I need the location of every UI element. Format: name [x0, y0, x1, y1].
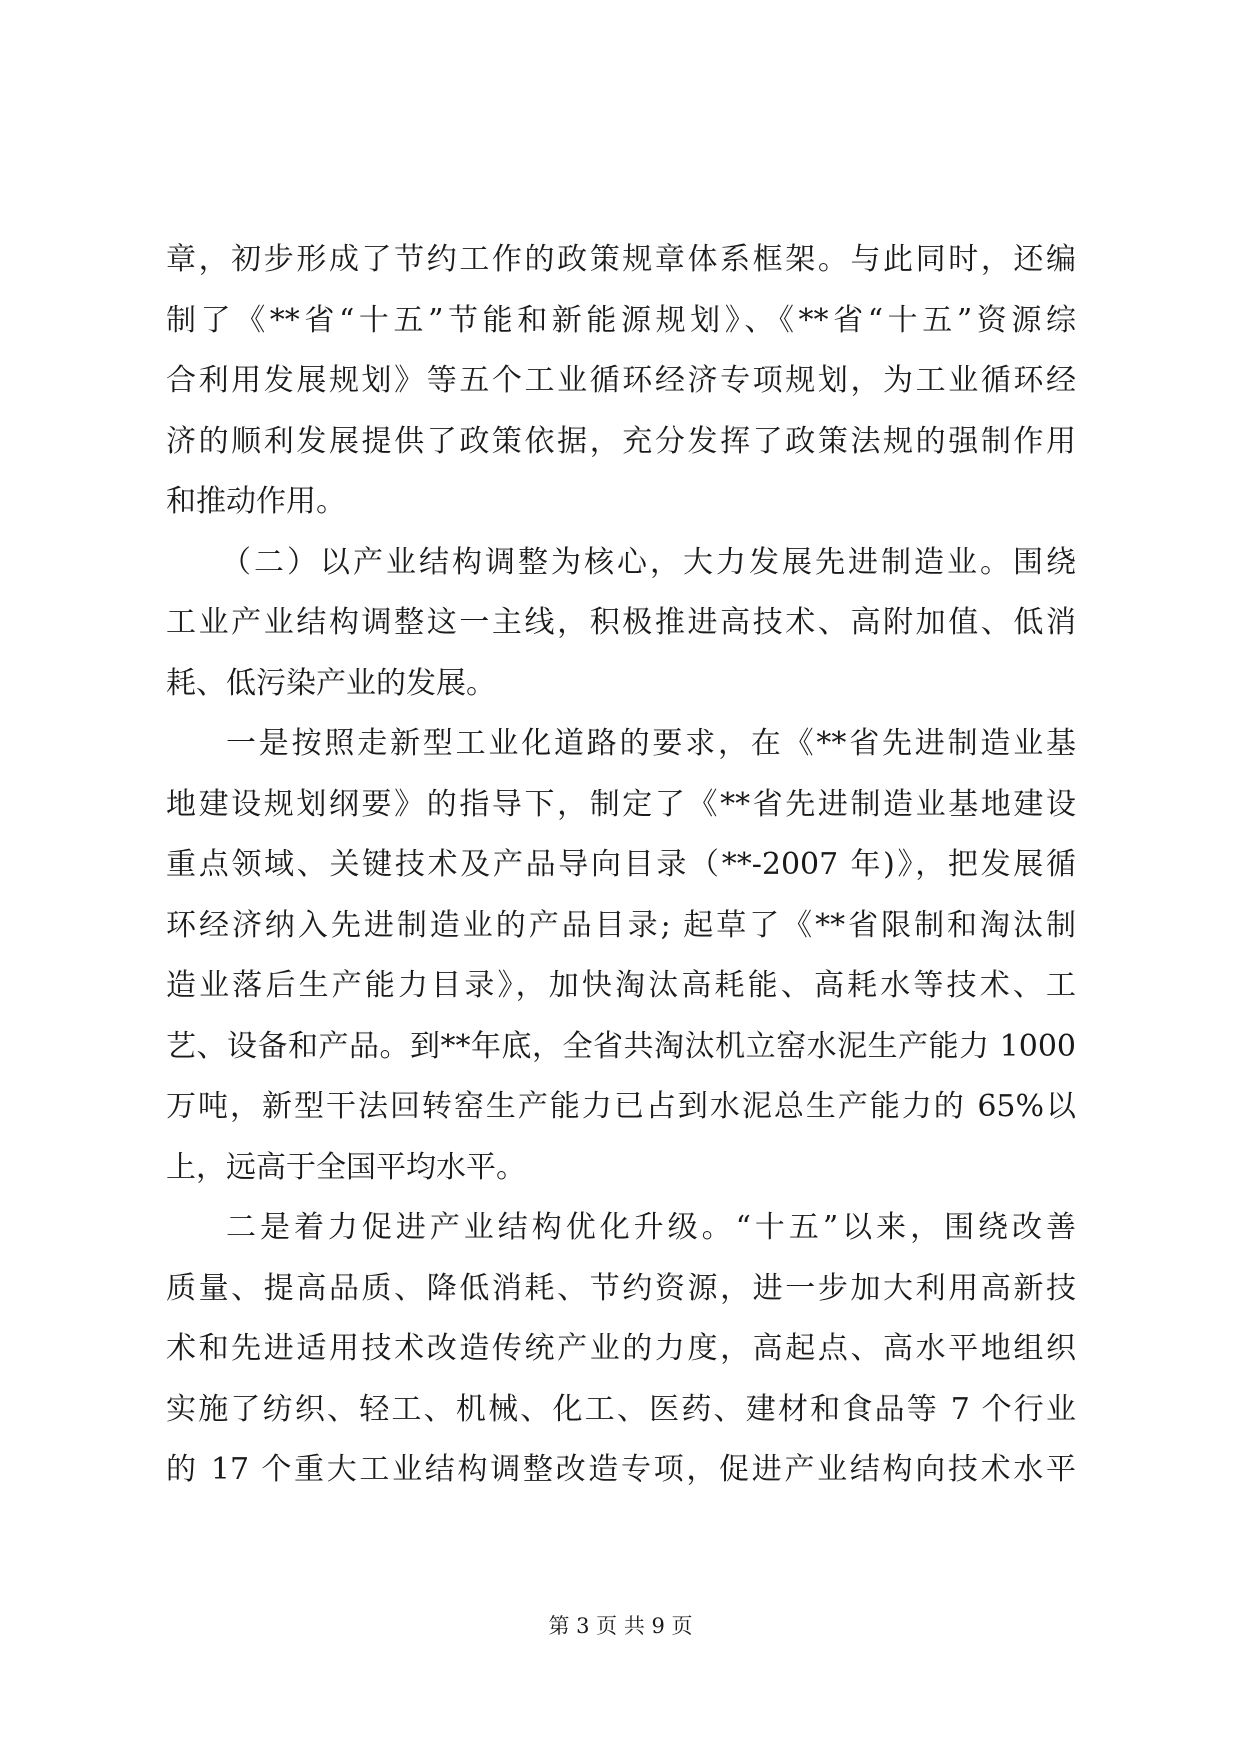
text-line: 上，远高于全国平均水平。 — [166, 1149, 526, 1185]
text-line: 济的顺利发展提供了政策依据，充分发挥了政策法规的强制作用 — [166, 423, 1076, 459]
text-line: 艺、设备和产品。到**年底，全省共淘汰机立窑水泥生产能力 1000 — [166, 1028, 1076, 1064]
text-line: 制了《**省“十五”节能和新能源规划》、《**省“十五”资源综 — [166, 302, 1076, 338]
text-line: 万吨，新型干法回转窑生产能力已占到水泥总生产能力的 65%以 — [166, 1089, 1076, 1124]
text-line: 的 17 个重大工业结构调整改造专项，促进产业结构向技术水平 — [166, 1452, 1076, 1487]
text-line: 环经济纳入先进制造业的产品目录; 起草了《**省限制和淘汰制 — [166, 907, 1076, 943]
text-line: 工业产业结构调整这一主线，积极推进高技术、高附加值、低消 — [166, 605, 1076, 640]
text-line: 质量、提高品质、降低消耗、节约资源，进一步加大利用高新技 — [166, 1270, 1076, 1306]
text-line: 二是着力促进产业结构优化升级。“十五”以来，围绕改善 — [226, 1210, 1076, 1245]
text-line: （二）以产业结构调整为核心，大力发展先进制造业。围绕 — [221, 544, 1076, 580]
page-footer: 第 3 页 共 9 页 — [548, 1614, 693, 1638]
text-line: 实施了纺织、轻工、机械、化工、医药、建材和食品等 7 个行业 — [166, 1391, 1076, 1427]
body-text — [166, 230, 1076, 1501]
text-line: 一是按照走新型工业化道路的要求，在《**省先进制造业基 — [226, 726, 1076, 761]
text-line: 重点领域、关键技术及产品导向目录（**-2007 年)》，把发展循 — [166, 847, 1076, 882]
text-line: 耗、低污染产业的发展。 — [166, 665, 496, 701]
text-line: 造业落后生产能力目录》，加快淘汰高耗能、高耗水等技术、工 — [166, 968, 1076, 1003]
text-line: 和推动作用。 — [166, 484, 346, 519]
text-line: 地建设规划纲要》的指导下，制定了《**省先进制造业基地建设 — [166, 786, 1076, 822]
text-line: 术和先进适用技术改造传统产业的力度，高起点、高水平地组织 — [166, 1331, 1076, 1366]
text-line: 章，初步形成了节约工作的政策规章体系框架。与此同时，还编 — [166, 242, 1076, 277]
text-line: 合利用发展规划》等五个工业循环经济专项规划，为工业循环经 — [166, 363, 1076, 398]
